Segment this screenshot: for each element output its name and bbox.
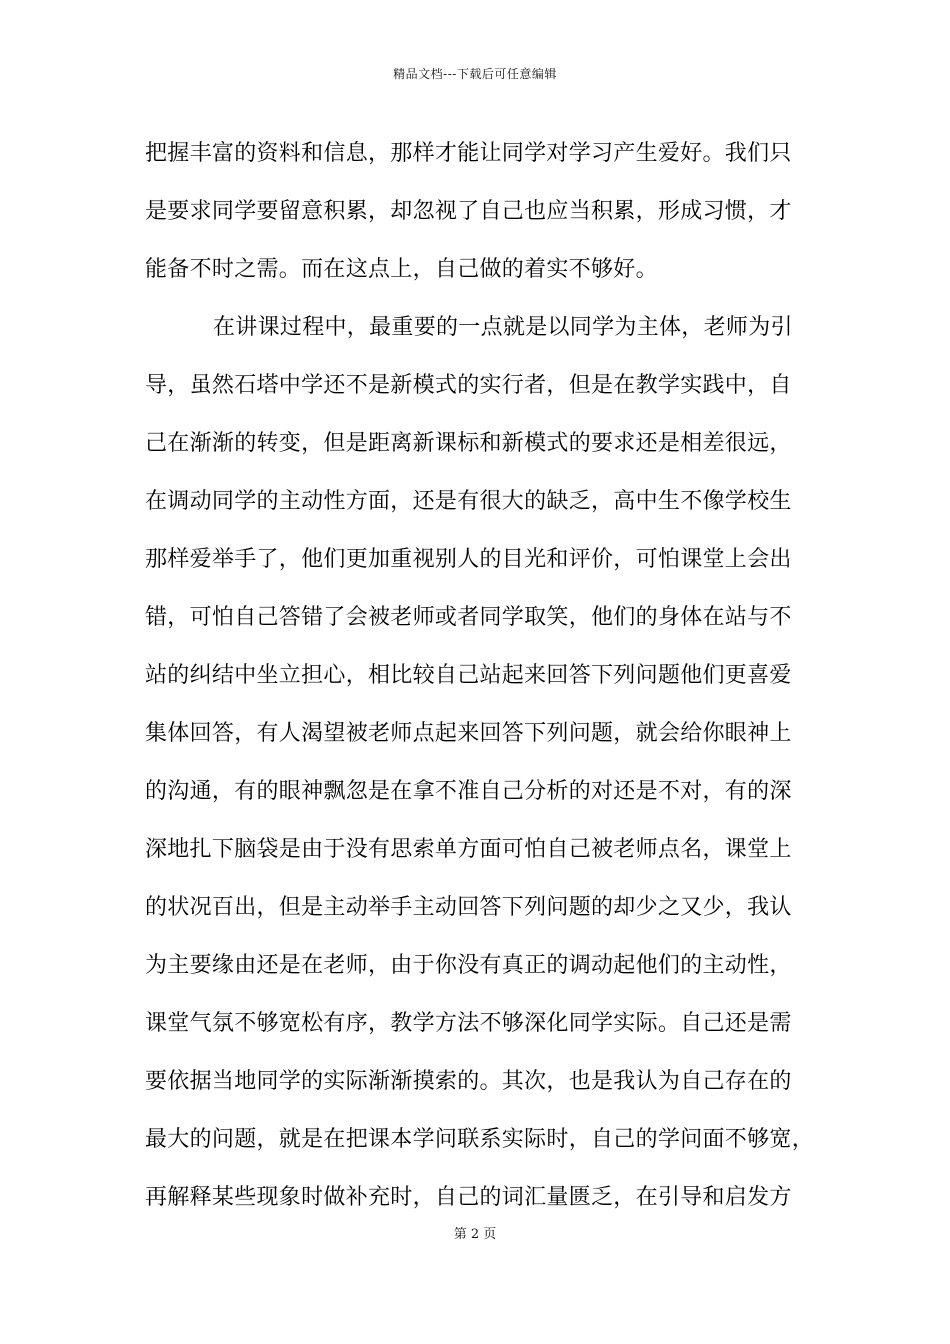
text-line: 要依据当地同学的实际渐渐摸索的。其次，也是我认为自己存在的	[145, 1069, 792, 1094]
text-line: 己在渐渐的转变，但是距离新课标和新模式的要求还是相差很远，	[145, 431, 792, 456]
page-header: 精品文档---下载后可任意编辑	[393, 67, 557, 81]
text-line: 错，可怕自己答错了会被老师或者同学取笑，他们的身体在站与不	[145, 605, 792, 630]
text-line: 那样爱举手了，他们更加重视别人的目光和评价，可怕课堂上会出	[145, 547, 792, 572]
text-line: 课堂气氛不够宽松有序，教学方法不够深化同学实际。自己还是需	[145, 1011, 792, 1036]
text-line: 是要求同学要留意积累，却忽视了自己也应当积累，形成习惯，才	[145, 199, 792, 224]
text-line: 在调动同学的主动性方面，还是有很大的缺乏，高中生不像学校生	[145, 489, 792, 514]
text-line: 深地扎下脑袋是由于没有思索单方面可怕自己被老师点名，课堂上	[145, 837, 792, 862]
text-line: 能备不时之需。而在这点上，自己做的着实不够好。	[145, 257, 658, 282]
text-line: 集体回答，有人渴望被老师点起来回答下列问题，就会给你眼神上	[145, 721, 792, 746]
text-line: 站的纠结中坐立担心，相比较自己站起来回答下列问题他们更喜爱	[145, 663, 792, 688]
text-line: 的状况百出，但是主动举手主动回答下列问题的却少之又少，我认	[145, 895, 792, 920]
text-line: 为主要缘由还是在老师，由于你没有真正的调动起他们的主动性，	[145, 953, 792, 978]
text-line: 把握丰富的资料和信息，那样才能让同学对学习产生爱好。我们只	[145, 141, 792, 166]
document-body	[145, 125, 815, 1227]
text-line: 最大的问题，就是在把课本学问联系实际时，自己的学问面不够宽，	[145, 1127, 815, 1152]
text-line: 的沟通，有的眼神飘忽是在拿不准自己分析的对还是不对，有的深	[145, 779, 792, 804]
text-line: 导，虽然石塔中学还不是新模式的实行者，但是在教学实践中，自	[145, 373, 792, 398]
text-line: 再解释某些现象时做补充时，自己的词汇量匮乏，在引导和启发方	[145, 1185, 792, 1210]
paragraph-first-line: 在讲课过程中，最重要的一点就是以同学为主体，老师为引	[213, 315, 793, 340]
page-number: 第 2 页	[453, 1227, 497, 1242]
